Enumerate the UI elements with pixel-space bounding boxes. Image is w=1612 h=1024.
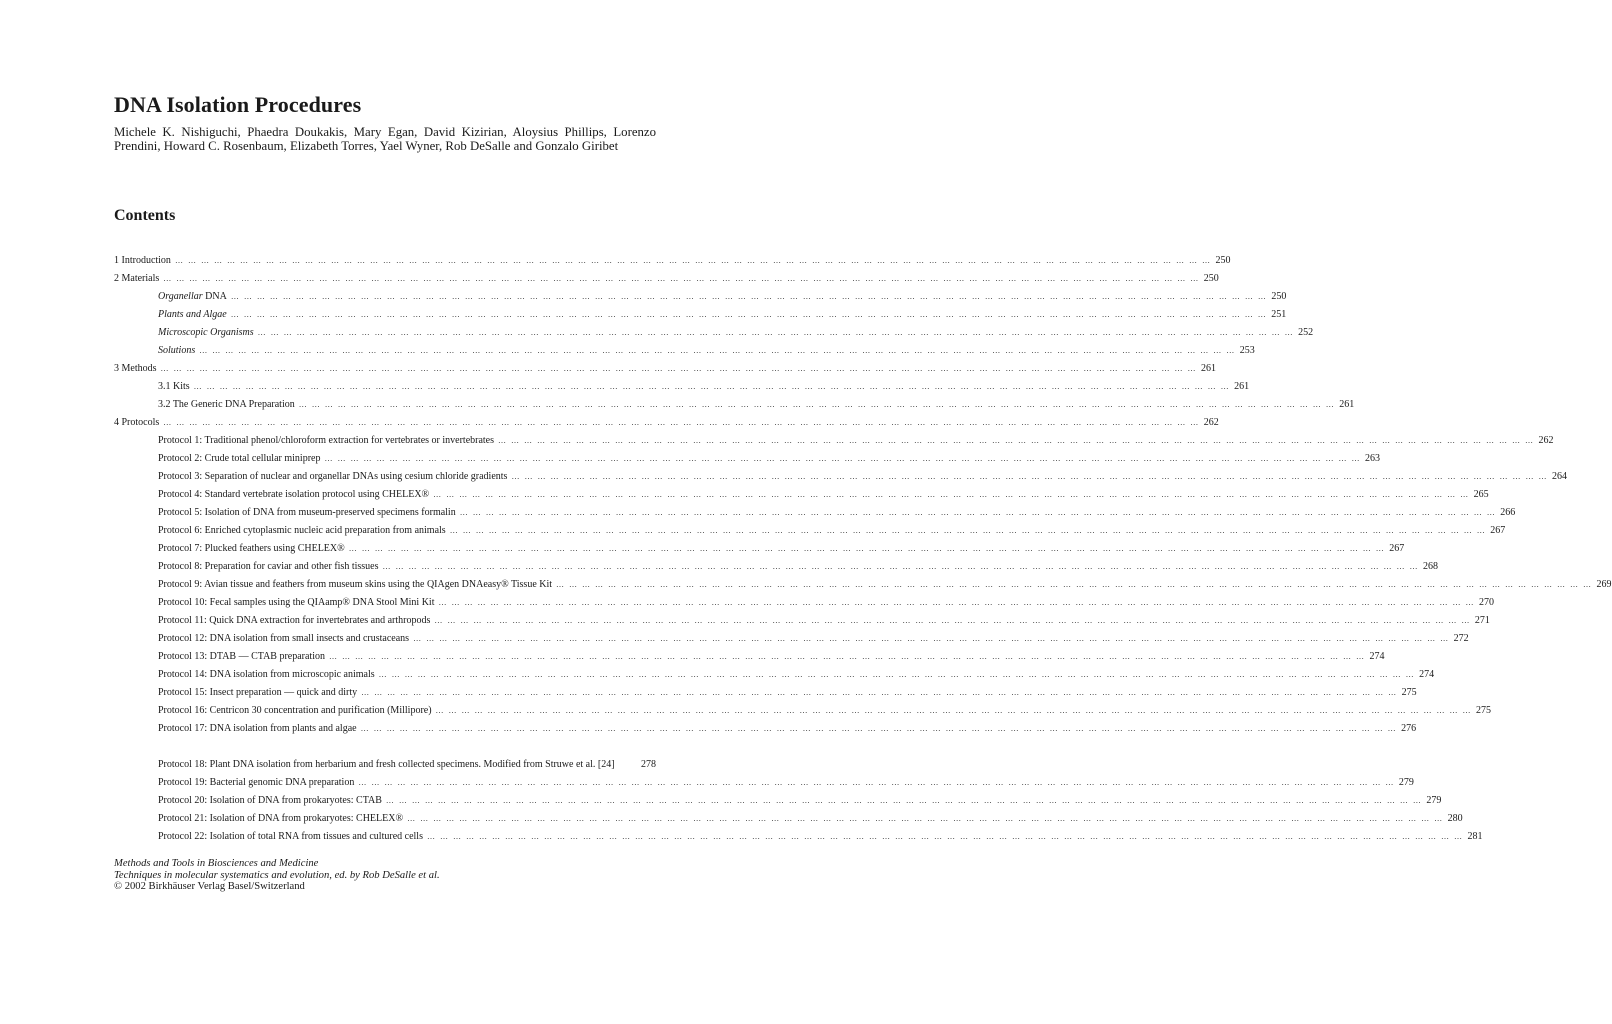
toc-entry-page-number: 270 [1478, 597, 1494, 608]
toc-entry-label-text: Protocol 11: Quick DNA extraction for invertebrates and arthropods [158, 615, 431, 626]
toc-entry-label-text: Protocol 12: DNA isolation from small insects and crustaceans [158, 633, 410, 644]
toc-entry-label-text: Protocol 9: Avian tissue and feathers from museum skins using the QIAgen DNAeasy® Tissue Kit [158, 579, 553, 590]
toc-entry [114, 807, 1463, 825]
toc-leader-dots: … … … … … … … … … … … … … … … … … … … … … … … … … … … … … … … … … … … … … … … … … … … … … … … … … … … … … … … … … … … … … … … … … … … … … … … … … … … … … … … … [329, 652, 1366, 661]
toc-entry-label-text: 3 Methods [114, 363, 157, 374]
toc-leader-dots: … … … … … … … … … … … … … … … … … … … … … … … … … … … … … … … … … … … … … … … … … … … … … … … … … … … … … … … … … … … … … … … … … … … … … … … … … … … … … … … … [449, 526, 1487, 535]
copyright-notice: © 2002 Birkhäuser Verlag Basel/Switzerland [114, 881, 305, 892]
toc-entry [114, 789, 1442, 807]
toc-entry [114, 303, 1287, 321]
toc-entry-label [158, 687, 357, 699]
toc-entry [114, 663, 1435, 681]
toc-entry-page-number: 276 [1401, 723, 1417, 734]
toc-leader-dots: … … … … … … … … … … … … … … … … … … … … … … … … … … … … … … … … … … … … … … … … … … … … … … … … … … … … … … … … … … … … … … … … … … … … … … … … … … … … … … … … [556, 580, 1593, 589]
toc-leader-dots: … … … … … … … … … … … … … … … … … … … … … … … … … … … … … … … … … … … … … … … … … … … … … … … … … … … … … … … … … … … … … … … … … … … … … … … … … … … … … … … … [438, 598, 1475, 607]
toc-entry [114, 519, 1506, 537]
toc-entry [114, 591, 1494, 609]
toc-entry-page-number: 253 [1239, 345, 1255, 356]
toc-entry-label-text: DNA [202, 291, 227, 302]
contents-heading: Contents [114, 207, 176, 224]
toc-entry-label-italic: Organellar [158, 291, 203, 302]
toc-entry-label [158, 471, 507, 483]
toc-entry [114, 249, 1231, 267]
toc-entry-label [158, 651, 325, 663]
toc-leader-dots: … … … … … … … … … … … … … … … … … … … … … … … … … … … … … … … … … … … … … … … … … … … … … … … … … … … … … … … … … … … … … … … … … … … … … … … … … … … … … … … … [385, 796, 1423, 805]
toc-leader-dots: … … … … … … … … … … … … … … … … … … … … … … … … … … … … … … … … … … … … … … … … … … … … … … … … … … … … … … … … … … … … … … … … … … … … … … … … … … … … … … … … [413, 634, 1450, 643]
toc-entry-label-text: Protocol 15: Insect preparation — quick and dirty [158, 687, 358, 698]
toc-entry [114, 825, 1483, 843]
toc-entry-label-text: Protocol 22: Isolation of total RNA from tissues and cultured cells [158, 831, 423, 842]
toc-entry-label [158, 399, 295, 411]
toc-entry-label [158, 453, 320, 465]
toc-entry [114, 357, 1216, 375]
toc-entry-label-text: Protocol 8: Preparation for caviar and other fish tissues [158, 561, 379, 572]
toc-entry-page-number: 250 [1215, 255, 1231, 266]
toc-entry-label-text: Protocol 16: Centricon 30 concentration and purification (Millipore) [158, 705, 432, 716]
toc-leader-dots: … … … … … … … … … … … … … … … … … … … … … … … … … … … … … … … … … … … … … … … … … … … … … … … … … … … … … … … … … … … … … … … … … … … … … … … … … … … … … … … … [498, 436, 1535, 445]
document-title: DNA Isolation Procedures [114, 92, 362, 117]
toc-entry-label-text: 1 Introduction [114, 255, 171, 266]
toc-entry-page-number: 263 [1364, 453, 1380, 464]
toc-entry [114, 717, 1417, 735]
toc-entry-page-number: 268 [1423, 561, 1438, 572]
toc-entry-label [158, 579, 552, 591]
toc-leader-dots: … … … … … … … … … … … … … … … … … … … … … … … … … … … … … … … … … … … … … … … … … … … … … … … … … … … … … … … … … … … … … … … … … … … … … … … … … … … … … … … … [257, 328, 1295, 337]
toc-entry-label [158, 705, 432, 717]
toc-leader-dots: … … … … … … … … … … … … … … … … … … … … … … … … … … … … … … … … … … … … … … … … … … … … … … … … … … … … … … … … … … … … … … … … … … … … … … … … … … … … … … … … [433, 490, 1470, 499]
toc-entry-page-number: 261 [1234, 381, 1250, 392]
toc-entry-page-number: 261 [1201, 363, 1216, 374]
toc-entry-page-number: 269 [1596, 579, 1612, 590]
toc-entry-page-number: 262 [1538, 435, 1554, 446]
toc-entry-label [158, 759, 626, 771]
toc-entry-label [114, 255, 171, 267]
toc-entry [114, 411, 1219, 429]
toc-leader-dots: … … … … … … … … … … … … … … … … … … … … … … … … … … … … … … … … … … … … … … … … … … … … … … … … … … … … … … … … … … … … … … … … … … … … … … … … … … … … … … … … [358, 778, 1395, 787]
toc-entry-label-text: Protocol 3: Separation of nuclear and organellar DNAs using cesium chloride gradients [158, 471, 508, 482]
toc-leader-dots: … … … … … … … … … … … … … … … … … … … … … … … … … … … … … … … … … … … … … … … … … … … … … … … … … … … … … … … … … … … … … … … … … … … … … … … … … … … … … … … … [163, 418, 1200, 427]
toc-entry-label-text: Protocol 1: Traditional phenol/chloroform extraction for vertebrates or invertebrates [158, 435, 495, 446]
toc-entry-label-text: Protocol 2: Crude total cellular miniprep [158, 453, 321, 464]
toc-entry-page-number: 280 [1447, 813, 1463, 824]
toc-entry-label [158, 597, 434, 609]
toc-entry-label-text: Protocol 5: Isolation of DNA from museum-preserved specimens formalin [158, 507, 456, 518]
toc-entry [114, 573, 1612, 591]
toc-entry-page-number: 261 [1339, 399, 1355, 410]
toc-entry [114, 699, 1492, 717]
toc-entry-label-text: Protocol 7: Plucked feathers using CHELEX® [158, 543, 345, 554]
toc-entry-label [114, 363, 157, 375]
toc-entry-page-number: 281 [1467, 831, 1483, 842]
toc-entry [114, 393, 1355, 411]
toc-entry-page-number: 266 [1500, 507, 1516, 518]
toc-entry-label-text: Protocol 20: Isolation of DNA from prokaryotes: CTAB [158, 795, 382, 806]
toc-entry [114, 645, 1385, 663]
toc-entry-label [158, 723, 357, 735]
toc-entry-label-text: 3.2 The Generic DNA Preparation [158, 399, 295, 410]
toc-leader-dots: … … … … … … … … … … … … … … … … … … … … … … … … … … … … … … … … … … … … … … … … … … … … … … … … … … … … … … … … … … … … … … … … … … … … … … … … … … … … … … … … [199, 346, 1236, 355]
toc-entry-page-number: 279 [1398, 777, 1414, 788]
toc-entry-label [158, 327, 254, 339]
toc-entry-label-text: 2 Materials [114, 273, 160, 284]
toc-entry-label [158, 489, 429, 501]
toc-leader-dots: … … … … … … … … … … … … … … … … … … … … … … … … … … … … … … … … … … … … … … … … … … … … … … … … … … … … … … … … … … … … … … … … … … … … … … … … … … … … … … … … [435, 706, 1473, 715]
toc-entry-label-text: Protocol 17: DNA isolation from plants and algae [158, 723, 357, 734]
toc-entry [114, 735, 656, 771]
toc-entry-page-number: 264 [1551, 471, 1567, 482]
toc-entry [114, 321, 1314, 339]
toc-leader-dots: … … … … … … … … … … … … … … … … … … … … … … … … … … … … … … … … … … … … … … … … … … … … … … … … … … … … … … … … … … … … … … … … … … … … … … … … … … … … … … … … [459, 508, 1497, 517]
toc-entry [114, 429, 1554, 447]
toc-entry-page-number: 251 [1271, 309, 1287, 320]
toc-entry-page-number: 275 [1401, 687, 1417, 698]
toc-entry-label [114, 273, 159, 285]
toc-entry-label [158, 309, 227, 321]
toc-entry [114, 501, 1516, 519]
toc-leader-dots: … … … … … … … … … … … … … … … … … … … … … … … … … … … … … … … … … … … … … … … … … … … … … … … … … … … … … … … … … … … … … … … … … … … … … … … … … … … … … … … … [230, 292, 1268, 301]
toc-entry-label [158, 525, 446, 537]
toc-entry-label [158, 435, 494, 447]
series-name: Methods and Tools in Biosciences and Medicine [114, 858, 319, 869]
toc-leader-dots: … … … … … … … … … … … … … … … … … … … … … … … … … … … … … … … … … … … … … … … … … … … … … … … … … … … … … … … … … … … … … … … … … … … … … … … … … … … … … … … … [298, 400, 1336, 409]
toc-entry [114, 483, 1489, 501]
toc-leader-dots: … … … … … … … … … … … … … … … … … … … … … … … … … … … … … … … … … … … … … … … … … … … … … … … … … … … … … … … … … … … … … … … … … … … … … … … … … … … … … … … … [174, 256, 1212, 265]
toc-entry-page-number: 272 [1453, 633, 1469, 644]
toc-entry-label [158, 381, 190, 393]
toc-leader-dots: … … … … … … … … … … … … … … … … … … … … … … … … … … … … … … … … … … … … … … … … … … … … … … … … … … … … … … … … … … … … … … … … … … … … … … … … … … … … … … … … [378, 670, 1416, 679]
toc-entry-page-number: 262 [1203, 417, 1219, 428]
toc-entry-label [158, 813, 403, 825]
toc-entry-label [158, 345, 195, 357]
toc-entry-page-number: 271 [1474, 615, 1490, 626]
author-list: Michele K. Nishiguchi, Phaedra Doukakis, Mary Egan, David Kizirian, Aloysius Phillips, Lorenzo Prendini, Howard C. Rosenbaum, Elizabeth Torres, Yael Wyner, Rob DeSalle and Gonzalo Giribet [114, 125, 656, 153]
toc-entry-page-number: 275 [1476, 705, 1492, 716]
toc-entry-label-text: Protocol 18: Plant DNA isolation from herbarium and fresh collected specimens. Modified from Struwe et al. [24] [158, 759, 615, 770]
toc-entry-label-text: 4 Protocols [114, 417, 160, 428]
toc-entry [114, 771, 1414, 789]
toc-leader-dots: … … … … … … … … … … … … … … … … … … … … … … … … … … … … … … … … … … … … … … … … … … … … … … … … … … … … … … … … … … … … … … … … … … … … … … … … … … … … … … … … [160, 364, 1197, 373]
toc-entry-label-text: Protocol 4: Standard vertebrate isolation protocol using CHELEX® [158, 489, 430, 500]
toc-entry-label [158, 615, 430, 627]
toc-leader-dots: … … … … … … … … … … … … … … … … … … … … … … … … … … … … … … … … … … … … … … … … … … … … … … … … … … … … … … … … … … … … … … … … … … … … … … … … … … … … … … … … [382, 562, 1419, 571]
toc-leader-dots: … … … … … … … … … … … … … … … … … … … … … … … … … … … … … … … … … … … … … … … … … … … … … … … … … … … … … … … … … … … … … … … … … … … … … … … … … … … … … … … … [407, 814, 1444, 823]
toc-entry-label-text: Protocol 6: Enriched cytoplasmic nucleic acid preparation from animals [158, 525, 446, 536]
toc-entry [114, 627, 1469, 645]
toc-entry-label [158, 831, 423, 843]
toc-entry-label-text: Protocol 13: DTAB — CTAB preparation [158, 651, 325, 662]
toc-entry-page-number: 265 [1473, 489, 1489, 500]
toc-entry-label-italic: Plants and Algae [158, 309, 227, 320]
toc-entry [114, 555, 1438, 573]
toc-entry [114, 339, 1255, 357]
toc-entry-page-number: 267 [1490, 525, 1506, 536]
toc-entry-label-text: Protocol 10: Fecal samples using the QIAamp® DNA Stool Mini Kit [158, 597, 435, 608]
table-of-contents [114, 249, 1612, 843]
toc-entry-page-number: 267 [1389, 543, 1405, 554]
toc-leader-dots: … … … … … … … … … … … … … … … … … … … … … … … … … … … … … … … … … … … … … … … … … … … … … … … … … … … … … … … … … … … … … … … … … … … … … … … … … … … … … … … … [426, 832, 1464, 841]
toc-entry [114, 537, 1405, 555]
page-footer [114, 858, 440, 893]
toc-entry [114, 609, 1490, 627]
toc-entry-label [158, 777, 354, 789]
toc-entry-page-number: 279 [1426, 795, 1442, 806]
toc-entry-label-text: 3.1 Kits [158, 381, 190, 392]
toc-entry-page-number: 274 [1369, 651, 1385, 662]
toc-leader-dots: … … … … … … … … … … … … … … … … … … … … … … … … … … … … … … … … … … … … … … … … … … … … … … … … … … … … … … … … … … … … … … … … … … … … … … … … … … … … … … … … [361, 688, 1398, 697]
toc-entry [114, 375, 1250, 393]
toc-entry-label-text: Protocol 14: DNA isolation from microscopic animals [158, 669, 375, 680]
toc-entry [114, 285, 1287, 303]
toc-entry-label-text: Protocol 19: Bacterial genomic DNA preparation [158, 777, 355, 788]
toc-entry-label [158, 795, 382, 807]
toc-leader-dots: … … … … … … … … … … … … … … … … … … … … … … … … … … … … … … … … … … … … … … … … … … … … … … … … … … … … … … … … … … … … … … … … … … … … … … … … … … … … … … … … [230, 310, 1268, 319]
toc-entry [114, 465, 1567, 483]
toc-entry-label [158, 633, 409, 645]
toc-entry-page-number: 278 [641, 759, 656, 770]
toc-entry-label-text: Protocol 21: Isolation of DNA from prokaryotes: CHELEX® [158, 813, 404, 824]
toc-leader-dots: … … … … … … … … … … … … … … … … … … … … … … … … … … … … … … … … … … … … … … … … … … … … … … … … … … … … … … … … … … … … … … … … … … … … … … … … … … … … … … … … [360, 724, 1398, 733]
toc-leader-dots: … … … … … … … … … … … … … … … … … … … … … … … … … … … … … … … … … … … … … … … … … … … … … … … … … … … … … … … … … … … … … … … … … … … … … … … … … … … … … … … … [434, 616, 1471, 625]
toc-entry-page-number: 274 [1419, 669, 1435, 680]
toc-leader-dots: … … … … … … … … … … … … … … … … … … … … … … … … … … … … … … … … … … … … … … … … … … … … … … … … … … … … … … … … … … … … … … … … … … … … … … … … … … … … … … … … [511, 472, 1548, 481]
toc-entry [114, 447, 1380, 465]
toc-leader-dots: … … … … … … … … … … … … … … … … … … … … … … … … … … … … … … … … … … … … … … … … … … … … … … … … … … … … … … … … … … … … … … … … … … … … … … … … … … … … … … … … [324, 454, 1361, 463]
toc-entry-label-italic: Solutions [158, 345, 196, 356]
toc-entry-label [158, 507, 456, 519]
toc-leader-dots: … … … … … … … … … … … … … … … … … … … … … … … … … … … … … … … … … … … … … … … … … … … … … … … … … … … … … … … … … … … … … … … … … … … … … … … … … … … … … … … … [163, 274, 1200, 283]
toc-entry-page-number: 252 [1298, 327, 1314, 338]
toc-entry-label [158, 669, 375, 681]
toc-entry-label [158, 543, 345, 555]
toc-entry-page-number: 250 [1271, 291, 1287, 302]
toc-entry-label-italic: Microscopic Organisms [158, 327, 254, 338]
toc-entry-label [158, 561, 379, 573]
toc-entry-label [114, 417, 159, 429]
toc-entry-page-number: 250 [1203, 273, 1219, 284]
toc-entry-label [158, 291, 227, 303]
toc-leader-dots: … … … … … … … … … … … … … … … … … … … … … … … … … … … … … … … … … … … … … … … … … … … … … … … … … … … … … … … … … … … … … … … … … … … … … … … … … … … … … … … … [193, 382, 1231, 391]
toc-entry [114, 681, 1417, 699]
toc-leader-dots: … … … … … … … … … … … … … … … … … … … … … … … … … … … … … … … … … … … … … … … … … … … … … … … … … … … … … … … … … … … … … … … … … … … … … … … … … … … … … … … … [348, 544, 1386, 553]
book-title: Techniques in molecular systematics and evolution, ed. by Rob DeSalle et al. [114, 869, 440, 881]
toc-entry [114, 267, 1219, 285]
